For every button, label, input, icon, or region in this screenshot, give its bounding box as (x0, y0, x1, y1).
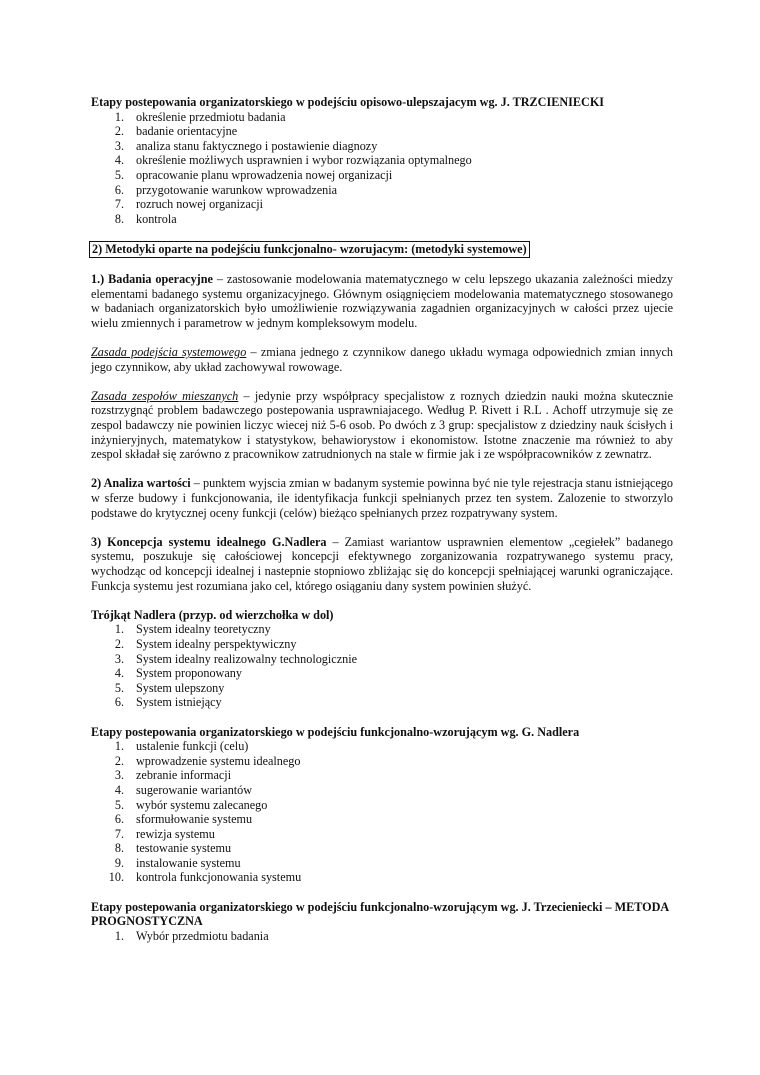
list-item (91, 870, 673, 885)
list-item-number: 3. (114, 768, 124, 783)
list-item-text: badanie orientacyjne (136, 124, 238, 139)
paragraph-text: – zmiana jednego z czynnikow danego układu wymaga odpowiednich zmian innych jego czynnikow, aby układ zachowywal rowowage. (91, 345, 673, 374)
list-item-text: określenie możliwych usprawnien i wybor rozwiązania optymalnego (136, 153, 472, 168)
list-item-text: System ulepszony (136, 680, 225, 695)
list-item-number: 2. (114, 124, 124, 139)
paragraph-lead: 1.) Badania operacyjne (91, 272, 213, 287)
list-item-text: System proponowany (136, 666, 242, 681)
section2-heading-row (91, 241, 673, 258)
paragraph-mixed-teams (91, 389, 673, 462)
list-item-number: 2. (114, 753, 124, 768)
list-item-number: 9. (114, 855, 124, 870)
list-item-text: System idealny perspektywiczny (136, 636, 297, 651)
list-item-number: 8. (114, 211, 124, 226)
paragraph-lead: 2) Analiza wartości (91, 476, 191, 491)
list-item (91, 739, 673, 754)
paragraph-value-analysis (91, 476, 673, 520)
list-item (91, 695, 673, 710)
list-item-number: 8. (114, 841, 124, 856)
list-item (91, 754, 673, 769)
list-item (91, 637, 673, 652)
paragraph-system-approach (91, 345, 673, 374)
paragraph-nadler-concept (91, 535, 673, 593)
list-item-number: 1. (114, 109, 124, 124)
list-item (91, 681, 673, 696)
list-item (91, 666, 673, 681)
list-item-number: 2. (114, 636, 124, 651)
list-item-text: wprowadzenie systemu idealnego (136, 753, 301, 768)
list-item-number: 1. (114, 622, 124, 637)
list-item-text: określenie przedmiotu badania (136, 109, 286, 124)
section1-title: Etapy postepowania organizatorskiego w podejściu opisowo-ulepszajacym wg. J. TRZCIENIECKI (91, 95, 605, 109)
list-item-number: 7. (114, 197, 124, 212)
list-item-text: kontrola (136, 211, 177, 226)
list-item-number: 5. (114, 680, 124, 695)
list-item-number: 4. (114, 782, 124, 797)
list-item-text: sformułowanie systemu (136, 812, 253, 827)
list-item-number: 1. (114, 928, 124, 943)
list-item-text: przygotowanie warunkow wprowadzenia (136, 182, 338, 197)
list-item-number: 6. (114, 812, 124, 827)
list-item-number: 5. (114, 167, 124, 182)
list-item-text: zebranie informacji (136, 768, 232, 783)
list-item-number: 3. (114, 651, 124, 666)
list-item-text: Wybór przedmiotu badania (136, 928, 269, 943)
list-item-number: 6. (114, 695, 124, 710)
paragraph-text: – Zamiast wariantow usprawnien elementow „cegiełek” badanego systemu, poszukuje się całościowej koncepcji efektywnego zorganizowania rozpatrywanego systemu pracy, wychodząc od koncepcji idealnej i nastepnie stopniowo zbliżając się do koncepcji spełniającej warunki ograniczające. Funkcja systemu jest rozumiana jako cel, którego osiąganiu dany system powinien służyć. (91, 534, 673, 593)
list-item (91, 197, 673, 212)
paragraph-lead: 3) Koncepcja systemu idealnego G.Nadlera (91, 534, 327, 549)
paragraph-text: – punktem wyjscia zmian w badanym systemie powinna być nie tyle rejestracja stanu istniejącego w sferze budowy i funkcjonowania, ile identyfikacja funkcji spełnianych przez ten system. Zalozenie to stworzylo podstawe do krytycznej oceny funkcji (celów) bieżąco spełnianych przez rozpatrywany system. (91, 476, 673, 520)
list-item-text: instalowanie systemu (136, 855, 241, 870)
section3-list (91, 622, 673, 710)
list-item-text: System idealny teoretyczny (136, 622, 271, 637)
list-item (91, 212, 673, 227)
list-item-text: System istniejący (136, 695, 222, 710)
list-item-number: 6. (114, 182, 124, 197)
list-item (91, 124, 673, 139)
section4-list (91, 739, 673, 885)
list-item-text: testowanie systemu (136, 841, 232, 856)
list-item-text: sugerowanie wariantów (136, 782, 253, 797)
list-item-text: rewizja systemu (136, 826, 215, 841)
section2-boxed-heading: 2) Metodyki oparte na podejściu funkcjonalno- wzorujacym: (metodyki systemowe) (89, 241, 530, 258)
list-item-text: opracowanie planu wprowadzenia nowej organizacji (136, 167, 393, 182)
list-item-number: 4. (114, 666, 124, 681)
list-item (91, 183, 673, 198)
paragraph-operational-research (91, 272, 673, 330)
paragraph-lead: Zasada podejścia systemowego (91, 345, 247, 360)
list-item (91, 783, 673, 798)
list-item-text: rozruch nowej organizacji (136, 197, 264, 212)
list-item (91, 622, 673, 637)
list-item (91, 652, 673, 667)
document-content (91, 95, 673, 943)
list-item-text: kontrola funkcjonowania systemu (136, 870, 302, 885)
list-item-number: 1. (114, 739, 124, 754)
list-item (91, 139, 673, 154)
section5-list (91, 929, 673, 944)
list-item (91, 168, 673, 183)
section1-list (91, 110, 673, 227)
list-item-text: ustalenie funkcji (celu) (136, 739, 249, 754)
paragraph-text: – jedynie przy współpracy specjalistow z roznych dziedzin nauki można skutecznie rozstrzygnąć problem badawczego postepowania usprawniajacego. Według P. Rivett i R.L . Achoff utrzymuje się ze zespol badawczy nie powinien liczyc wiecej niż 5-6 osob. Po dwóch z 3 grup: specjalistow z dziedziny nauk ścisłych i inżynieryjnych, matematykow i statystykow, behawiorystow i ekonomistow. Istotne znaczenie ma również to aby zespol składał się zarówno z pracownikow zatrudnionych na stale w firmie jak i ze współpracowników z zewnatrz. (91, 388, 673, 462)
paragraph-text: – zastosowanie modelowania matematycznego w celu lepszego ukazania zależności miedzy elementami badanego systemu organizacyjnego. Głównym osiągnięciem modelowania matematycznego stosowanego w badaniach organizatorskich było umożliwienie rozwiązywania zagadnien organizacyjnych w całości przez ujecie wielu zmiennych i parametrow w jednym kompleksowym modelu. (91, 272, 673, 330)
list-item-number: 10. (108, 870, 124, 885)
section5-title: Etapy postepowania organizatorskiego w podejściu funkcjonalno-wzorującym wg. J. Trzecieniecki – METODA PROGNOSTYCZNA (91, 899, 669, 929)
list-item-number: 5. (114, 797, 124, 812)
list-item (91, 153, 673, 168)
list-item-number: 4. (114, 153, 124, 168)
paragraph-lead: Zasada zespołów mieszanych (91, 388, 239, 403)
list-item-text: analiza stanu faktycznego i postawienie diagnozy (136, 138, 378, 153)
list-item (91, 768, 673, 783)
list-item-number: 3. (114, 138, 124, 153)
list-item (91, 827, 673, 842)
list-item (91, 929, 673, 944)
section3-title: Trójkąt Nadlera (przyp. od wierzchołka w dol) (91, 607, 334, 622)
list-item (91, 841, 673, 856)
list-item (91, 856, 673, 871)
list-item-number: 7. (114, 826, 124, 841)
list-item (91, 812, 673, 827)
section4-title: Etapy postepowania organizatorskiego w podejściu funkcjonalno-wzorującym wg. G. Nadlera (91, 724, 580, 739)
list-item (91, 798, 673, 813)
list-item-text: wybór systemu zalecanego (136, 797, 268, 812)
list-item-text: System idealny realizowalny technologicznie (136, 651, 357, 666)
list-item (91, 110, 673, 125)
